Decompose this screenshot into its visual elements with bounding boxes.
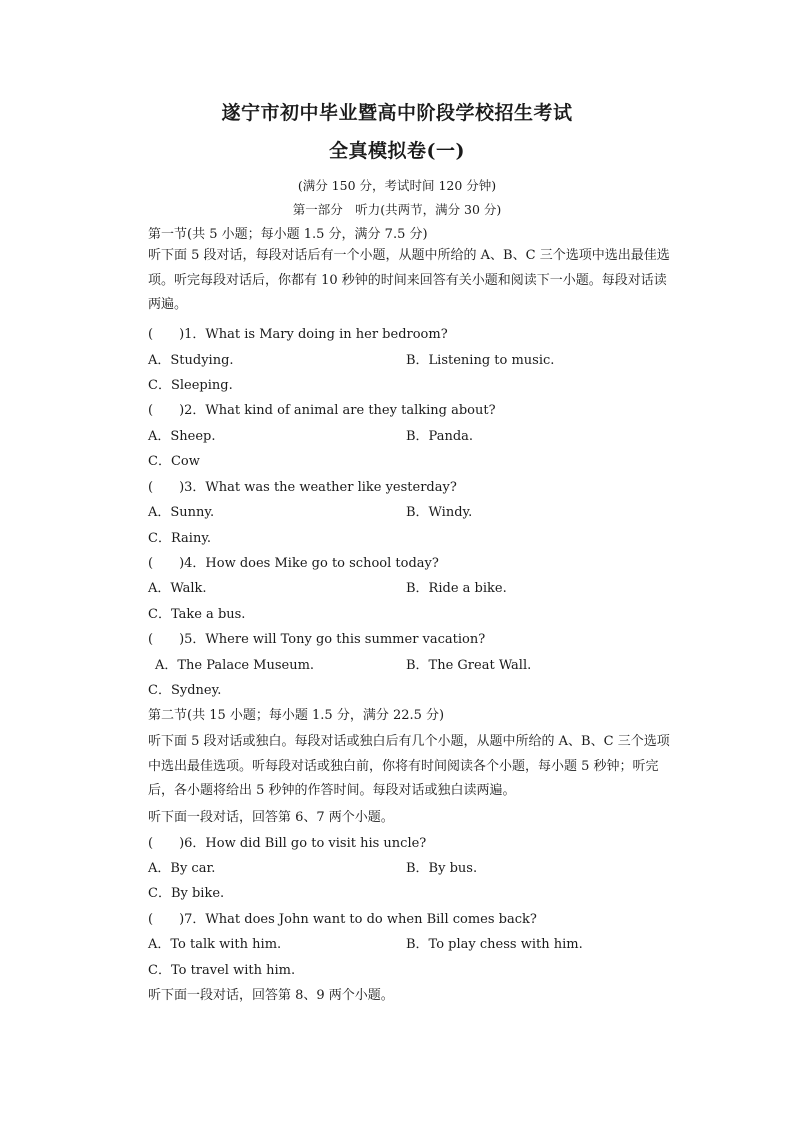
q6-option-a: A．By car. bbox=[148, 861, 216, 876]
q3-option-a: A．Sunny. bbox=[148, 505, 215, 520]
answer-paren: ( bbox=[148, 632, 154, 647]
question-6 bbox=[148, 835, 426, 853]
answer-paren: ( bbox=[148, 480, 154, 495]
q6-option-c: C．By bike. bbox=[148, 886, 225, 901]
question-stem: )4．How does Mike go to school today? bbox=[179, 556, 439, 571]
q3-option-b: B．Windy. bbox=[406, 505, 473, 520]
question-1 bbox=[148, 326, 448, 344]
part-heading: 第一部分 听力(共两节，满分 30 分) bbox=[292, 202, 502, 217]
q4-option-b: B．Ride a bike. bbox=[406, 581, 507, 596]
question-stem: )6．How did Bill go to visit his uncle? bbox=[179, 836, 427, 851]
answer-paren: ( bbox=[148, 836, 154, 851]
q7-option-a: A．To talk with him. bbox=[148, 937, 282, 952]
section1-instructions bbox=[148, 244, 676, 318]
question-2 bbox=[148, 402, 496, 420]
section2-heading: 第二节(共 15 小题；每小题 1.5 分，满分 22.5 分) bbox=[148, 708, 445, 723]
question-4 bbox=[148, 555, 439, 573]
listening-group-1: 听下面一段对话，回答第 6、7 两个小题。 bbox=[148, 810, 394, 825]
q5-option-c: C．Sydney. bbox=[148, 683, 222, 698]
question-stem: )2．What kind of animal are they talking about? bbox=[179, 403, 496, 418]
q2-option-a: A．Sheep. bbox=[148, 429, 216, 444]
exam-title: 遂宁市初中毕业暨高中阶段学校招生考试 bbox=[221, 102, 573, 124]
answer-paren: ( bbox=[148, 556, 154, 571]
question-7 bbox=[148, 911, 537, 929]
q1-option-c: C．Sleeping. bbox=[148, 378, 233, 393]
q7-option-b: B．To play chess with him. bbox=[406, 937, 583, 952]
question-5 bbox=[148, 631, 485, 649]
q6-option-b: B．By bus. bbox=[406, 861, 478, 876]
q4-option-c: C．Take a bus. bbox=[148, 607, 246, 622]
question-3 bbox=[148, 479, 457, 497]
listening-group-2: 听下面一段对话，回答第 8、9 两个小题。 bbox=[148, 988, 394, 1003]
question-stem: )3．What was the weather like yesterday? bbox=[179, 480, 457, 495]
section2-instructions: 听下面 5 段对话或独白。每段对话或独白后有几个小题，从题中所给的 A、B、C 三个选项中选出最佳选项。听每段对话或独白前，你将有时间阅读各个小题，每小题 5 秒钟；听完后，各小题将给出 5 秒钟的作答时间。每段对话或独白读两遍。 bbox=[148, 734, 670, 798]
section1-heading: 第一节(共 5 小题；每小题 1.5 分，满分 7.5 分) bbox=[148, 227, 428, 242]
q7-option-c: C．To travel with him. bbox=[148, 963, 296, 978]
question-stem: )1．What is Mary doing in her bedroom? bbox=[179, 327, 448, 342]
answer-paren: ( bbox=[148, 912, 154, 927]
q5-option-b: B．The Great Wall. bbox=[406, 658, 532, 673]
answer-paren: ( bbox=[148, 327, 154, 342]
exam-info: (满分 150 分，考试时间 120 分钟) bbox=[297, 178, 497, 193]
q2-option-c: C．Cow bbox=[148, 454, 200, 469]
answer-paren: ( bbox=[148, 403, 154, 418]
section1-instructions-text: 听下面 5 段对话，每段对话后有一个小题，从题中所给的 A、B、C 三个选项中选出最佳选项。听完每段对话后，你都有 10 秒钟的时间来回答有关小题和阅读下一小题。每段对话读两遍。 bbox=[148, 248, 670, 312]
question-stem: )5．Where will Tony go this summer vacation? bbox=[179, 632, 486, 647]
q2-option-b: B．Panda. bbox=[406, 429, 474, 444]
exam-subtitle: 全真模拟卷(一) bbox=[329, 140, 465, 162]
q4-option-a: A．Walk. bbox=[148, 581, 207, 596]
question-stem: )7．What does John want to do when Bill comes back? bbox=[179, 912, 537, 927]
q3-option-c: C．Rainy. bbox=[148, 531, 212, 546]
q5-option-a: A．The Palace Museum. bbox=[155, 658, 315, 673]
q1-option-b: B．Listening to music. bbox=[406, 353, 555, 368]
q1-option-a: A．Studying. bbox=[148, 353, 234, 368]
